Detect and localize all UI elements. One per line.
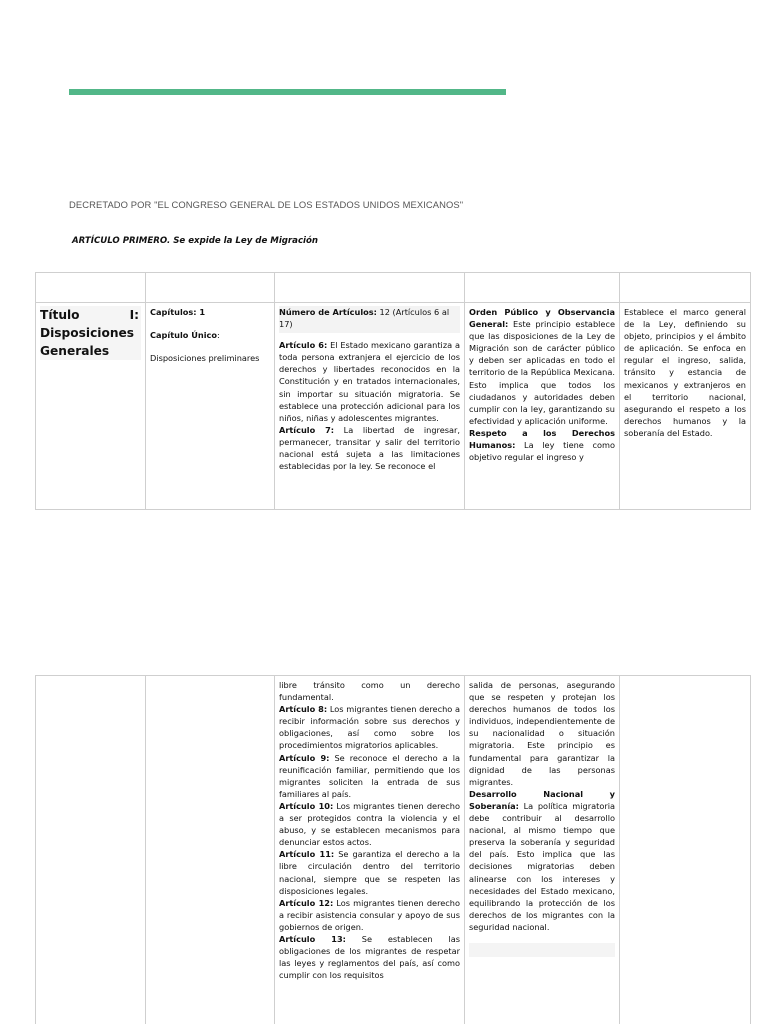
article-7: [279, 424, 460, 472]
principles-cell: [465, 303, 620, 510]
article-label: Artículo 11:: [279, 849, 335, 860]
article-first-heading: ARTÍCULO PRIMERO. Se expide la Ley de Migración: [72, 236, 319, 246]
chapter-unique: [150, 329, 270, 341]
decree-heading: DECRETADO POR "EL CONGRESO GENERAL DE LOS ESTADOS UNIDOS MEXICANOS": [69, 199, 464, 210]
article-8: [279, 703, 460, 751]
article-label: Artículo 10:: [279, 800, 334, 811]
principle-label: Desarrollo Nacional y Soberanía:: [469, 788, 615, 811]
articles-cell: [275, 676, 465, 1024]
title-cell: [36, 303, 146, 510]
article-text: Los migrantes tienen derecho a ser protegidos contra la violencia y el abuso, y se establecen mecanismos para denunciar estos actos.: [279, 800, 460, 848]
article-text: Se reconoce el derecho a la reunificación familiar, permitiendo que los migrantes soliciten la entrada de sus familiares al país.: [279, 752, 460, 799]
header-cell: [146, 273, 275, 303]
title-name-line1: Disposiciones: [40, 326, 135, 340]
article-label: Artículo 9:: [279, 752, 330, 763]
article-text: Se establecen las obligaciones de los migrantes de respetar las leyes y reglamentos del país, así como cumplir con los requisitos: [279, 933, 460, 981]
title-word: Título: [40, 308, 80, 322]
chapters-count: Capítulos: 1: [150, 307, 206, 317]
principle-human-rights: [469, 427, 615, 463]
article-label: Artículo 12:: [279, 897, 334, 908]
article-11: [279, 848, 460, 896]
article-label: Artículo 7:: [279, 424, 335, 435]
table-header-row: [36, 273, 751, 303]
article-12: [279, 897, 460, 933]
article-text: La libertad de ingresar, permanecer, transitar y salir del territorio nacional está sujeta a las limitaciones establecidas por la ley. Se reconoce el: [279, 424, 460, 472]
article-label: Artículo 13:: [279, 933, 346, 944]
principle-label: Respeto a los Derechos Humanos:: [469, 427, 615, 451]
article-text: Los migrantes tienen derecho a recibir información sobre sus derechos y obligaciones, así como sobre los procedimientos migratorios aplicables.: [279, 704, 460, 751]
chapter-unique-label: Capítulo Único: [150, 330, 217, 341]
header-cell: [465, 273, 620, 303]
principle-sovereignty: [469, 788, 615, 933]
header-cell: [620, 273, 751, 303]
article-9: [279, 752, 460, 800]
header-cell: [36, 273, 146, 303]
title-name-line2: Generales: [40, 344, 110, 358]
article-count-value: 12 (Artículos 6 al 17): [279, 307, 450, 330]
article-label: Artículo 8:: [279, 704, 328, 715]
table-row: [36, 676, 751, 1024]
principle-public-order: [469, 306, 615, 427]
article-7-continued: libre tránsito como un derecho fundamental.: [279, 680, 460, 703]
summary-cell: [620, 676, 751, 1024]
principle-text: La ley tiene como objetivo regular el ingreso y: [469, 440, 615, 463]
article-13: [279, 933, 460, 981]
article-count-label: Número de Artículos:: [279, 307, 377, 317]
law-summary-table-continued: [35, 675, 751, 1024]
accent-bar: [69, 89, 506, 95]
law-summary-table: [35, 272, 751, 510]
header-cell: [275, 273, 465, 303]
chapter-unique-colon: :: [217, 330, 220, 341]
summary-text: Establece el marco general de la Ley, definiendo su objeto, principios y el ámbito de aplicación. Se enfoca en regular el ingreso, salida, tránsito y estancia de mexicanos y extranjeros en el territorio nacional, asegurando el respeto a los derechos humanos y la soberanía del Estado.: [624, 307, 746, 438]
principles-cell: [465, 676, 620, 1024]
summary-cell: [620, 303, 751, 510]
articles-cell: [275, 303, 465, 510]
article-10: [279, 800, 460, 848]
article-count: [279, 306, 460, 333]
chapters-cell: [146, 303, 275, 510]
article-text: Los migrantes tienen derecho a recibir asistencia consular y apoyo de sus gobiernos de origen.: [279, 897, 460, 932]
article-text: El Estado mexicano garantiza a toda persona extranjera el ejercicio de los derechos y libertades reconocidos en la Constitución y en tratados internacionales, sin importar su situación migratoria. Se establece una protección adicional para los niños, niñas y adolescentes migrantes.: [279, 340, 460, 423]
title-cell: [36, 676, 146, 1024]
shaded-band: [469, 943, 615, 957]
chapters-cell: [146, 676, 275, 1024]
chapter-description: Disposiciones preliminares: [150, 353, 260, 364]
principle-text: La política migratoria debe contribuir al desarrollo nacional, al mismo tiempo que preserva la soberanía y seguridad del país. Esto implica que las decisiones migratorias deben alinearse con los intereses y necesidades del Estado mexicano, equilibrando la protección de los derechos de los migrantes con la seguridad nacional.: [469, 800, 615, 932]
title-number: I:: [129, 308, 139, 322]
title-block: [40, 306, 141, 360]
article-6: [279, 339, 460, 424]
principle-text: Este principio establece que las disposiciones de la Ley de Migración son de carácter público y deben ser aplicadas en todo el territorio de la República Mexicana. Esto implica que todos los ciudadanos y autoridades deben cumplir con la ley, garantizando su efectividad y aplicación uniforme.: [469, 319, 615, 426]
principle-label: Orden Público y Observancia General:: [469, 307, 615, 330]
table-row: [36, 303, 751, 510]
principle-human-rights-continued: salida de personas, asegurando que se respeten y protejan los derechos humanos de todos los individuos, independientemente de su nacionalidad o situación migratoria. Este principio es fundamental para garantizar la dignidad de las personas migrantes.: [469, 680, 615, 787]
article-label: Artículo 6:: [279, 340, 328, 351]
article-text: Se garantiza el derecho a la libre circulación dentro del territorio nacional, siempre que se respeten las disposiciones legales.: [279, 849, 460, 896]
